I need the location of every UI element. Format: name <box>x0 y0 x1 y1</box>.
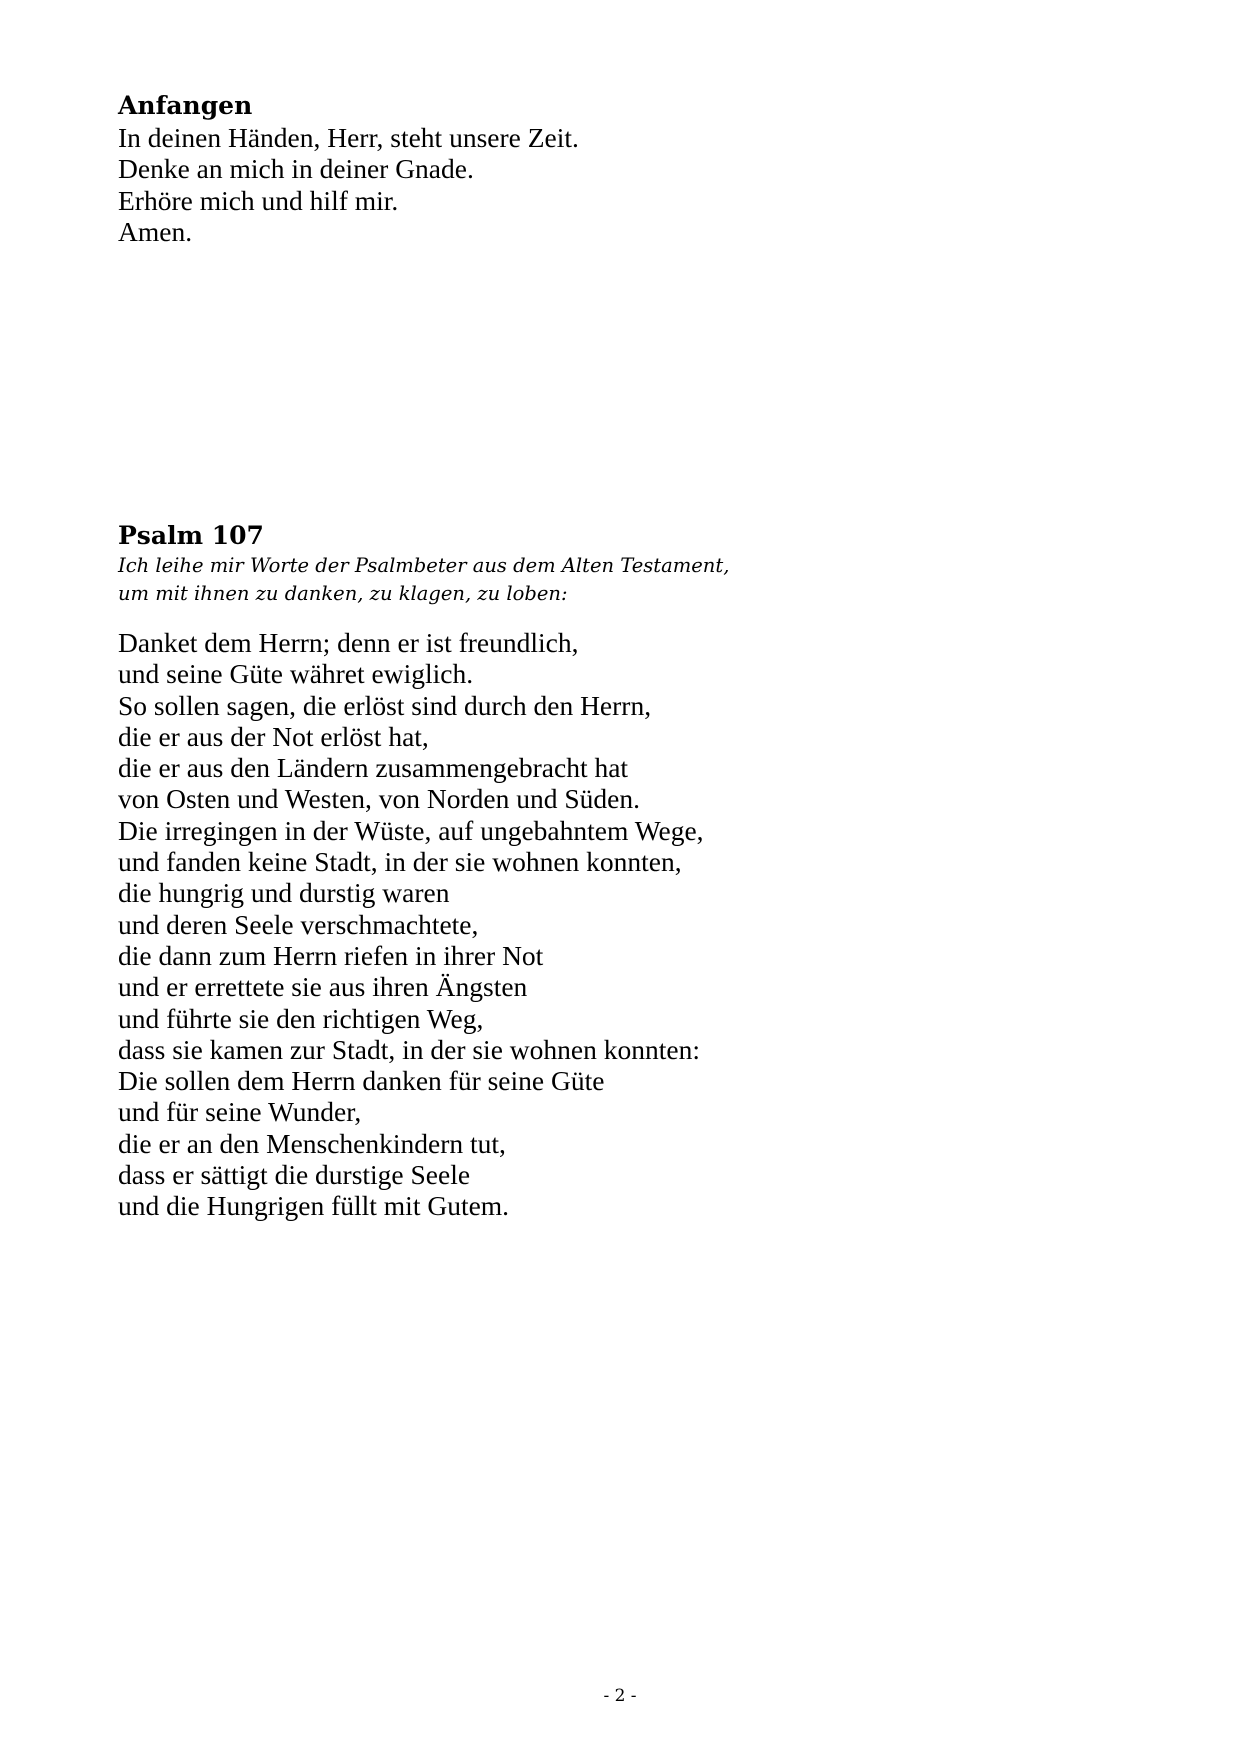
text-line: und führte sie den richtigen Weg, <box>118 1002 484 1034</box>
text-line: die dann zum Herrn riefen in ihrer Not <box>118 939 544 971</box>
text-line: und die Hungrigen füllt mit Gutem. <box>118 1190 510 1222</box>
text-line: Danket dem Herrn; denn er ist freundlich, <box>118 627 579 658</box>
text-line: die er aus den Ländern zusammengebracht hat <box>118 752 629 784</box>
text-line: Denke an mich in deiner Gnade. <box>118 153 474 185</box>
text-line: In deinen Händen, Herr, steht unsere Zeit. <box>118 122 579 153</box>
text-line: und für seine Wunder, <box>118 1096 362 1128</box>
intro-line: um mit ihnen zu danken, zu klagen, zu loben: <box>118 582 568 605</box>
section-anfangen <box>118 91 1018 247</box>
text-line: und deren Seele verschmachtete, <box>118 908 479 940</box>
text-line: und fanden keine Stadt, in der sie wohnen konnten, <box>118 846 682 878</box>
section-heading: Psalm 107 <box>118 521 264 550</box>
text-line: Die irregingen in der Wüste, auf ungebahntem Wege, <box>118 814 704 846</box>
intro-text <box>118 552 1018 607</box>
psalm-text <box>118 627 1018 1222</box>
text-line: die er aus der Not erlöst hat, <box>118 720 429 752</box>
text-line: dass sie kamen zur Stadt, in der sie wohnen konnten: <box>118 1033 700 1065</box>
text-line: So sollen sagen, die erlöst sind durch den Herrn, <box>118 689 652 721</box>
text-line: die hungrig und durstig waren <box>118 877 450 909</box>
section-psalm-107 <box>118 521 1018 1222</box>
text-line: und seine Güte währet ewiglich. <box>118 658 474 690</box>
intro-line: Ich leihe mir Worte der Psalmbeter aus dem Alten Testament, <box>118 554 730 577</box>
section-heading: Anfangen <box>118 91 253 120</box>
text-line: die er an den Menschenkindern tut, <box>118 1127 506 1159</box>
text-line: und er errettete sie aus ihren Ängsten <box>118 971 528 1003</box>
text-line: Die sollen dem Herrn danken für seine Güte <box>118 1065 605 1097</box>
prayer-text <box>118 122 1018 247</box>
text-line: dass er sättigt die durstige Seele <box>118 1159 471 1191</box>
text-line: von Osten und Westen, von Norden und Süden. <box>118 783 641 815</box>
page-number: - 2 - <box>603 1686 637 1706</box>
text-line: Erhöre mich und hilf mir. <box>118 184 399 216</box>
text-line: Amen. <box>118 215 193 247</box>
